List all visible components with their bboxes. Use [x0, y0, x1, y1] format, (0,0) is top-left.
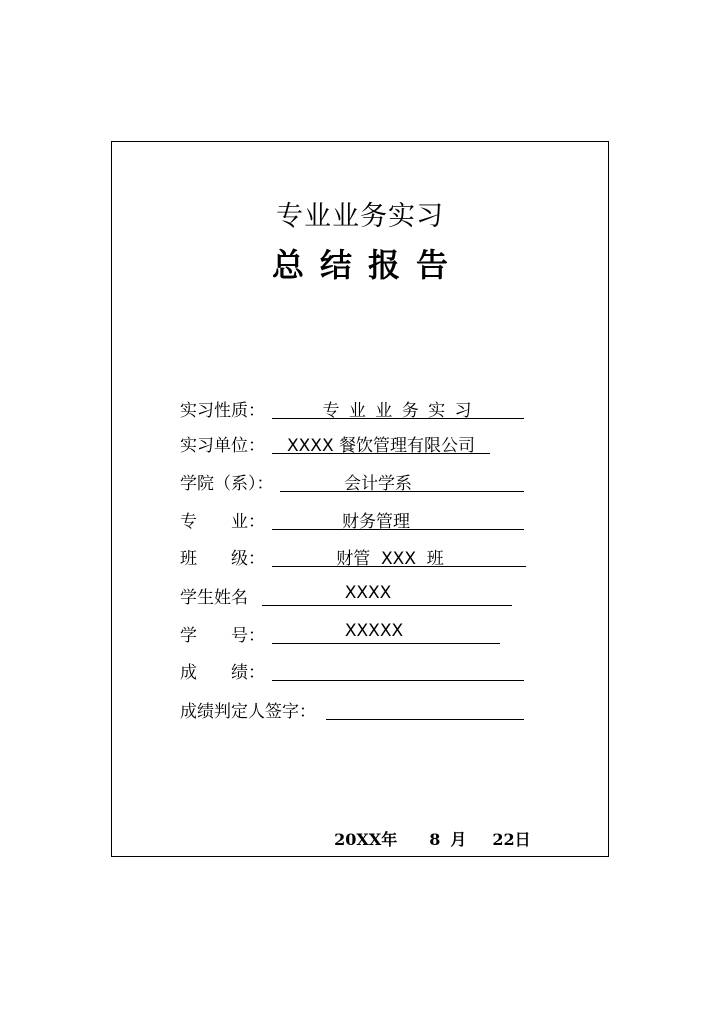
date-day-unit: 日 [514, 830, 531, 849]
field-label: 实习性质： [180, 401, 265, 421]
field-value: XXXX 餐饮管理有限公司 [287, 436, 475, 456]
field-label: 学院（系）： [180, 474, 274, 494]
report-title: 总结报告 [271, 246, 464, 284]
date-year-unit: 年 [381, 830, 398, 849]
date-month: 8 [429, 830, 441, 849]
field-value: XXXXX [344, 621, 404, 641]
field-label: 学 号： [180, 626, 265, 646]
field-label: 班 级： [180, 549, 265, 569]
field-value: XXXX [344, 583, 392, 603]
report-date [323, 808, 531, 850]
date-year: 20XX [334, 830, 382, 849]
field-underline [272, 643, 500, 644]
report-subtitle: 专业业务实习 [276, 201, 444, 232]
field-underline [262, 605, 512, 606]
date-month-unit: 月 [450, 830, 467, 849]
field-value: 会计学系 [344, 474, 412, 494]
field-value: 财务管理 [342, 512, 410, 532]
field-label: 专 业： [180, 512, 265, 532]
field-underline [326, 719, 524, 720]
field-value: 专 业 业 务 实 习 [322, 401, 474, 421]
field-label: 成绩判定人签字： [180, 702, 316, 722]
date-day: 22 [492, 830, 515, 849]
field-label: 学生姓名 [180, 588, 248, 608]
field-underline [272, 680, 524, 681]
field-label: 成 绩： [180, 663, 265, 683]
field-value: 财管 XXX 班 [336, 549, 444, 569]
field-label: 实习单位： [180, 436, 265, 456]
